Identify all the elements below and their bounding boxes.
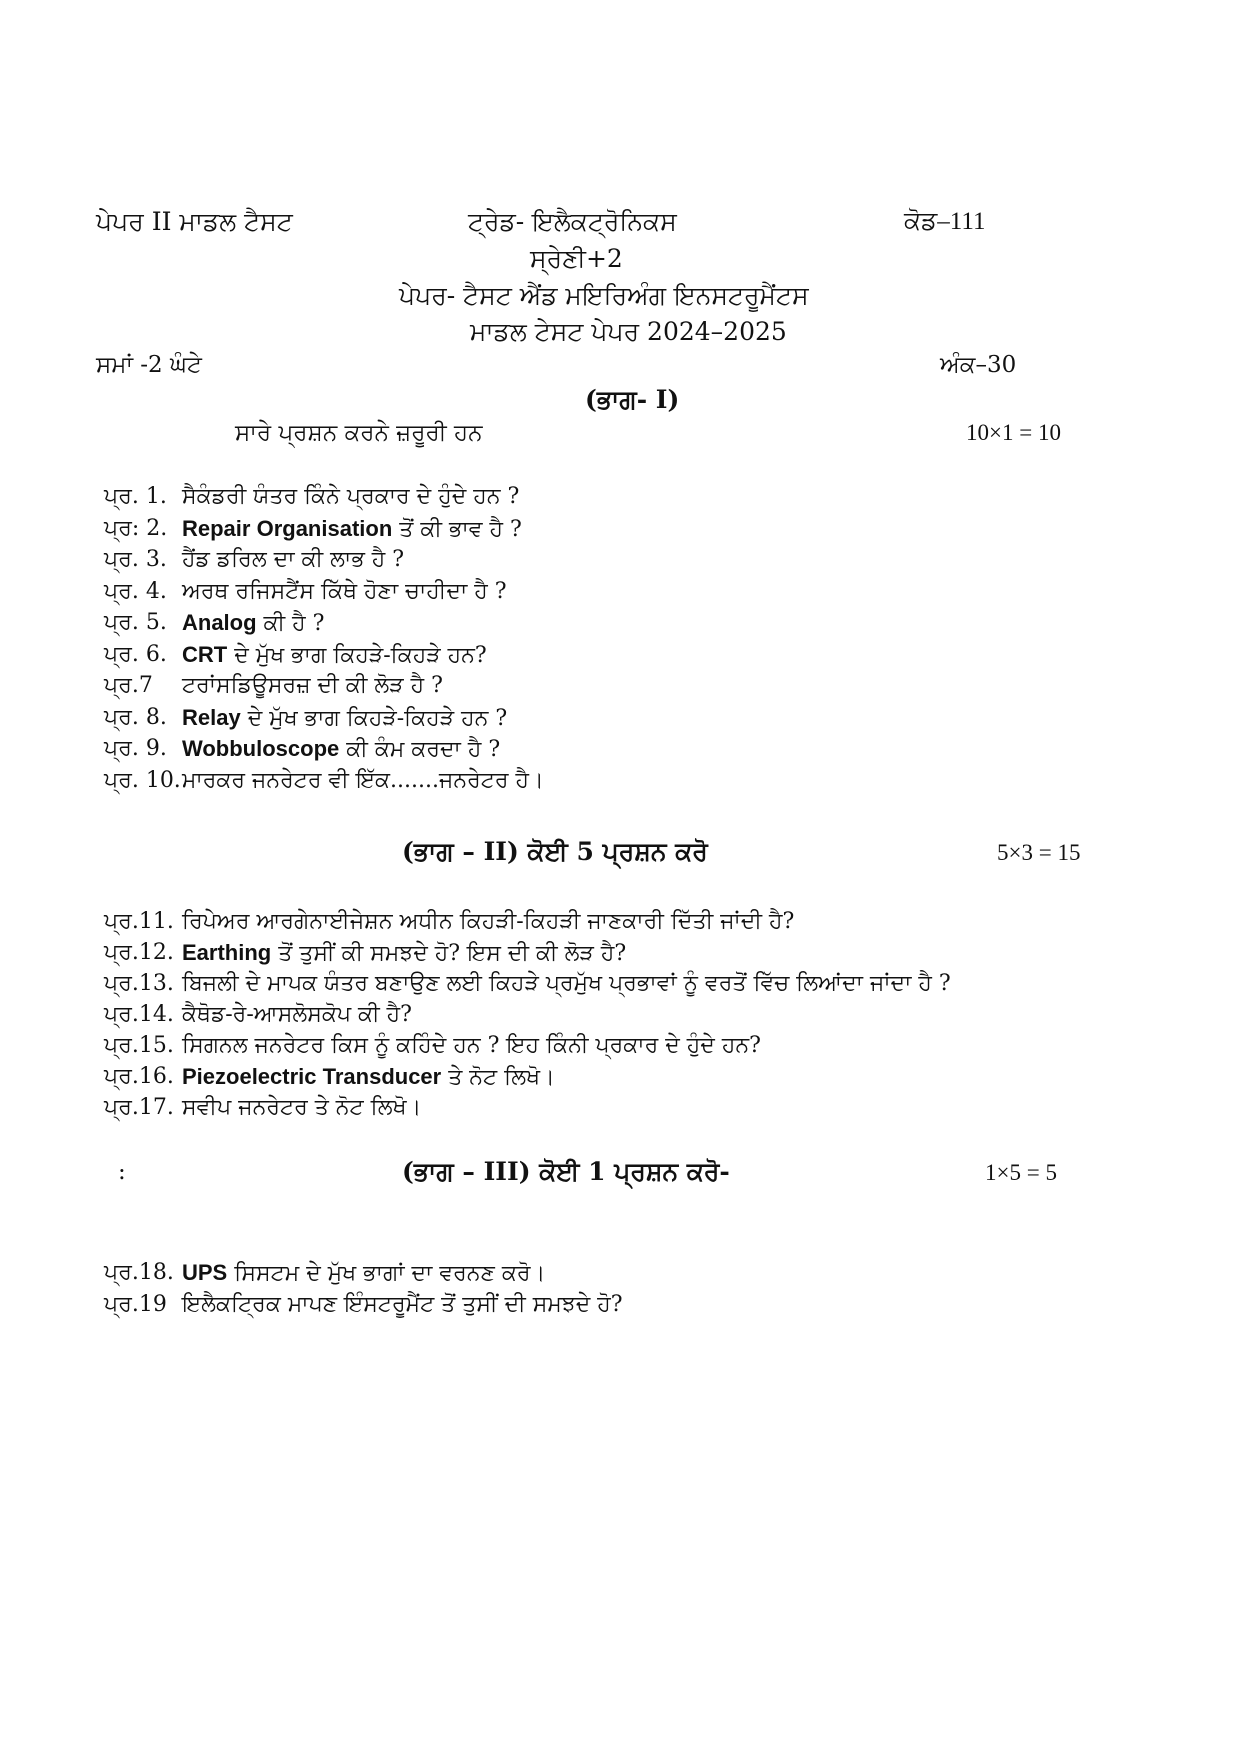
question-number: ਪ੍ਰ.16.	[104, 1064, 174, 1089]
question-term: UPS	[182, 1260, 228, 1285]
question-text: ਬਿਜਲੀ ਦੇ ਮਾਪਕ ਯੰਤਰ ਬਣਾਉਣ ਲਈ ਕਿਹੜੇ ਪ੍ਰਮੁੱਖ ਪ੍ਰਭਾਵਾਂ ਨੂੰ ਵਰਤੋਂ ਵਿੱਚ ਲਿਆਂਦਾ ਜਾਂਦਾ ਹੈ ?	[182, 971, 951, 996]
question-text: ਟਰਾਂਸਡਿਊਸਰਜ਼ ਦੀ ਕੀ ਲੋੜ ਹੈ ?	[182, 673, 443, 698]
section-2-marks: 5×3 = 15	[997, 840, 1081, 865]
trade-label: ਟ੍ਰੇਡ- ਇਲੈਕਟ੍ਰੋਨਿਕਸ	[468, 207, 677, 236]
question-text-part: ਤੇ ਨੋਟ ਲਿਖੋ।	[441, 1065, 555, 1090]
question-text	[182, 514, 522, 545]
question-term: Relay	[182, 705, 241, 730]
question-term: Piezoelectric Transducer	[182, 1064, 442, 1089]
question-term: CRT	[182, 642, 228, 667]
question-text: ਸਿਗਨਲ ਜਨਰੇਟਰ ਕਿਸ ਨੂੰ ਕਹਿੰਦੇ ਹਨ ? ਇਹ ਕਿੰਨੀ ਪ੍ਰਕਾਰ ਦੇ ਹੁੰਦੇ ਹਨ?	[182, 1033, 761, 1058]
question-number: ਪ੍ਰ. 4.	[104, 579, 167, 604]
question-term: Wobbuloscope	[182, 736, 340, 761]
question-number: ਪ੍ਰ.18.	[104, 1260, 174, 1285]
question-number: ਪ੍ਰ. 1.	[104, 484, 167, 509]
section-1-marks: 10×1 = 10	[966, 420, 1061, 445]
question-text: ਅਰਥ ਰਜਿਸਟੈਂਸ ਕਿੱਥੇ ਹੋਣਾ ਚਾਹੀਦਾ ਹੈ ?	[182, 579, 507, 604]
question-term: Repair Organisation	[182, 516, 393, 541]
question-number: ਪ੍ਰ: 2.	[104, 516, 168, 541]
section-3-marks: 1×5 = 5	[985, 1160, 1057, 1185]
question-term: Earthing	[182, 940, 272, 965]
question-text	[182, 1258, 545, 1289]
section-3-title: (ਭਾਗ – III) ਕੋਈ 1 ਪ੍ਰਸ਼ਨ ਕਰੋ-	[402, 1157, 730, 1186]
paper-label: ਪੇਪਰ II ਮਾਡਲ ਟੈਸਟ	[96, 207, 293, 236]
question-text: ਸਵੀਪ ਜਨਰੇਟਰ ਤੇ ਨੋਟ ਲਿਖੋ।	[182, 1095, 422, 1120]
question-text-part: ਸਿਸਟਮ ਦੇ ਮੁੱਖ ਭਾਗਾਂ ਦਾ ਵਰਨਣ ਕਰੋ।	[227, 1261, 546, 1286]
question-text-part: ਕੀ ਕੰਮ ਕਰਦਾ ਹੈ ?	[339, 737, 501, 762]
question-number: ਪ੍ਰ. 8.	[104, 705, 167, 730]
question-number: ਪ੍ਰ.13.	[104, 971, 174, 996]
question-number: ਪ੍ਰ.11.	[104, 909, 174, 934]
section-1-instruction: ਸਾਰੇ ਪ੍ਰਸ਼ਨ ਕਰਨੇ ਜ਼ਰੂਰੀ ਹਨ	[235, 420, 483, 446]
time-allowed: ਸਮਾਂ -2 ਘੰਟੇ	[96, 352, 202, 378]
question-number: ਪ੍ਰ. 3.	[104, 547, 167, 572]
class-label: ਸ੍ਰੇਣੀ+2	[530, 244, 623, 273]
question-text	[182, 608, 324, 639]
question-term: Analog	[182, 610, 257, 635]
question-number: ਪ੍ਰ. 5.	[104, 610, 167, 635]
question-text	[182, 640, 487, 671]
question-text-part: ਕੀ ਹੈ ?	[256, 611, 325, 636]
question-number: ਪ੍ਰ. 10.	[104, 768, 181, 793]
question-text: ਮਾਰਕਰ ਜਨਰੇਟਰ ਵੀ ਇੱਕ.......ਜਨਰੇਟਰ ਹੈ।	[182, 768, 544, 793]
question-number: ਪ੍ਰ.12.	[104, 940, 174, 965]
question-text-part: ਦੇ ਮੁੱਖ ਭਾਗ ਕਿਹੜੇ-ਕਿਹੜੇ ਹਨ?	[227, 643, 487, 668]
section-3-colon: :	[118, 1159, 126, 1185]
question-text-part: ਦੇ ਮੁੱਖ ਭਾਗ ਕਿਹੜੇ-ਕਿਹੜੇ ਹਨ ?	[240, 706, 508, 731]
section-1-title: (ਭਾਗ- I)	[585, 385, 680, 414]
question-text: ਕੈਥੋਡ-ਰੇ-ਆਸਲੋਸਕੋਪ ਕੀ ਹੈ?	[182, 1002, 412, 1027]
question-text-part: ਤੋਂ ਤੁਸੀਂ ਕੀ ਸਮਝਦੇ ਹੋ? ਇਸ ਦੀ ਕੀ ਲੋੜ ਹੈ?	[271, 941, 627, 966]
question-text	[182, 938, 626, 969]
total-marks: ਅੰਕ–30	[940, 352, 1017, 378]
session-title: ਮਾਡਲ ਟੇਸਟ ਪੇਪਰ 2024–2025	[470, 317, 787, 346]
code-label: ਕੋਡ–111	[904, 208, 986, 235]
question-text	[182, 1062, 555, 1093]
question-number: ਪ੍ਰ.7	[104, 673, 153, 698]
question-number: ਪ੍ਰ. 6.	[104, 642, 167, 667]
question-number: ਪ੍ਰ.19	[104, 1292, 167, 1317]
question-number: ਪ੍ਰ. 9.	[104, 736, 167, 761]
question-text	[182, 734, 500, 765]
question-text: ਇਲੈਕਟ੍ਰਿਕ ਮਾਪਣ ਇੰਸਟਰੂਮੈਂਟ ਤੋਂ ਤੁਸੀਂ ਦੀ ਸਮਝਦੇ ਹੋ?	[182, 1292, 623, 1317]
question-number: ਪ੍ਰ.17.	[104, 1095, 174, 1120]
section-2-title: (ਭਾਗ – II) ਕੋਈ 5 ਪ੍ਰਸ਼ਨ ਕਰੋ	[402, 837, 708, 866]
question-text: ਹੈਂਡ ਡਰਿਲ ਦਾ ਕੀ ਲਾਭ ਹੈ ?	[182, 547, 405, 572]
question-text	[182, 703, 507, 734]
question-text: ਸੈਕੰਡਰੀ ਯੰਤਰ ਕਿੰਨੇ ਪ੍ਰਕਾਰ ਦੇ ਹੁੰਦੇ ਹਨ ?	[182, 484, 520, 509]
question-text-part: ਤੋਂ ਕੀ ਭਾਵ ਹੈ ?	[392, 517, 522, 542]
subject-title: ਪੇਪਰ- ਟੈਸਟ ਐਂਡ ਮਇਰਿਅੰਗ ਇਨਸਟਰੂਮੈਂਟਸ	[399, 281, 809, 310]
question-number: ਪ੍ਰ.15.	[104, 1033, 174, 1058]
question-text: ਰਿਪੇਅਰ ਆਰਗੇਨਾਈਜੇਸ਼ਨ ਅਧੀਨ ਕਿਹੜੀ-ਕਿਹੜੀ ਜਾਣਕਾਰੀ ਦਿੱਤੀ ਜਾਂਦੀ ਹੈ?	[182, 909, 795, 934]
question-number: ਪ੍ਰ.14.	[104, 1002, 174, 1027]
